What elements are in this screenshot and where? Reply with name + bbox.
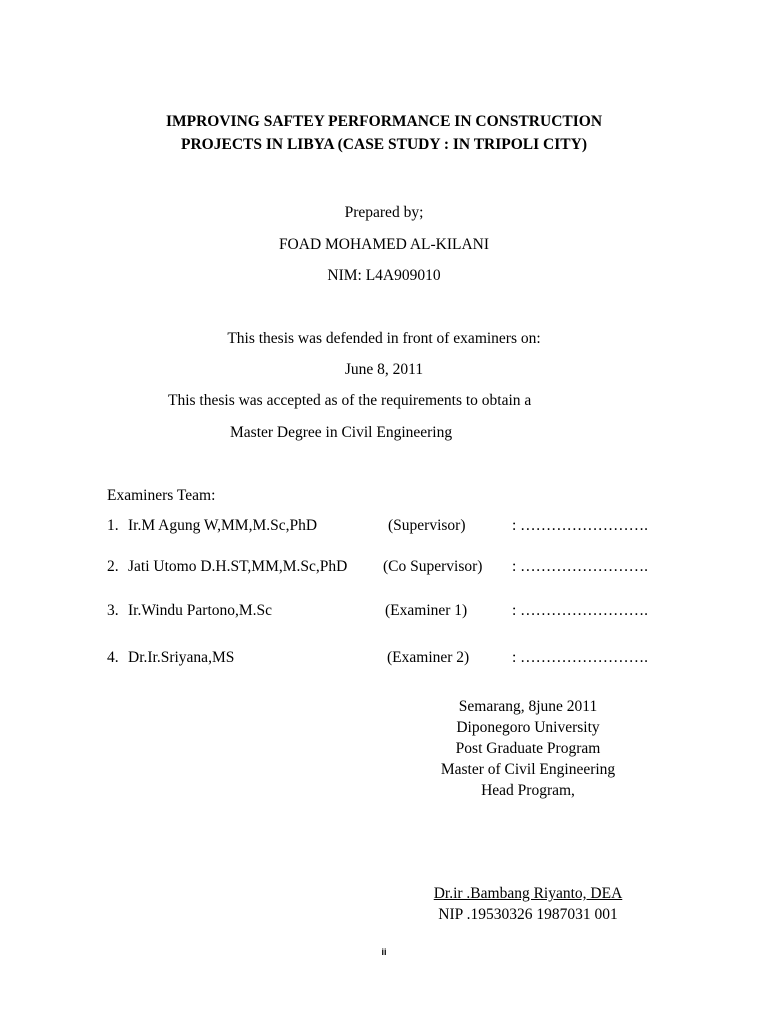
examiners-heading: Examiners Team: [107, 487, 216, 504]
examiner-name: Dr.Ir.Sriyana,MS [128, 649, 235, 666]
examiner-number: 3. [107, 602, 119, 619]
author-nim: NIM: L4A909010 [327, 267, 441, 284]
degree-statement: Master Degree in Civil Engineering [230, 424, 453, 441]
examiner-number: 2. [107, 558, 119, 575]
examiner-name: Ir.Windu Partono,M.Sc [128, 602, 273, 619]
examiner-signature-line: : ……………………. [512, 517, 649, 534]
examiner-signature-line: : ……………………. [512, 558, 649, 575]
examiner-role: (Examiner 1) [385, 602, 468, 619]
defense-statement: This thesis was defended in front of examiners on: [227, 330, 541, 347]
examiner-name: Ir.M Agung W,MM,M.Sc,PhD [128, 517, 318, 534]
examiner-role: (Co Supervisor) [383, 558, 483, 575]
program-name: Post Graduate Program [455, 740, 601, 757]
prepared-by-label: Prepared by; [344, 204, 424, 221]
acceptance-statement: This thesis was accepted as of the requirements to obtain a [168, 392, 532, 409]
examiner-signature-line: : ……………………. [512, 602, 649, 619]
defense-date: June 8, 2011 [344, 361, 424, 378]
author-name: FOAD MOHAMED AL-KILANI [278, 236, 490, 253]
signer-position: Head Program, [481, 782, 575, 799]
signer-nip: NIP .19530326 1987031 001 [438, 906, 618, 923]
place-and-date: Semarang, 8june 2011 [458, 698, 598, 715]
examiner-role: (Examiner 2) [387, 649, 470, 666]
thesis-title-line-2: PROJECTS IN LIBYA (CASE STUDY : IN TRIPOLI CITY) [181, 136, 587, 153]
examiner-name: Jati Utomo D.H.ST,MM,M.Sc,PhD [128, 558, 348, 575]
department-name: Master of Civil Engineering [440, 761, 616, 778]
signer-name: Dr.ir .Bambang Riyanto, DEA [433, 885, 623, 902]
thesis-title-line-1: IMPROVING SAFTEY PERFORMANCE IN CONSTRUCTION [165, 113, 603, 130]
examiner-signature-line: : ……………………. [512, 649, 649, 666]
examiner-role: (Supervisor) [388, 517, 466, 534]
examiner-number: 1. [107, 517, 119, 534]
examiner-number: 4. [107, 649, 119, 666]
university-name: Diponegoro University [456, 719, 600, 736]
page-number: ii [381, 947, 387, 957]
